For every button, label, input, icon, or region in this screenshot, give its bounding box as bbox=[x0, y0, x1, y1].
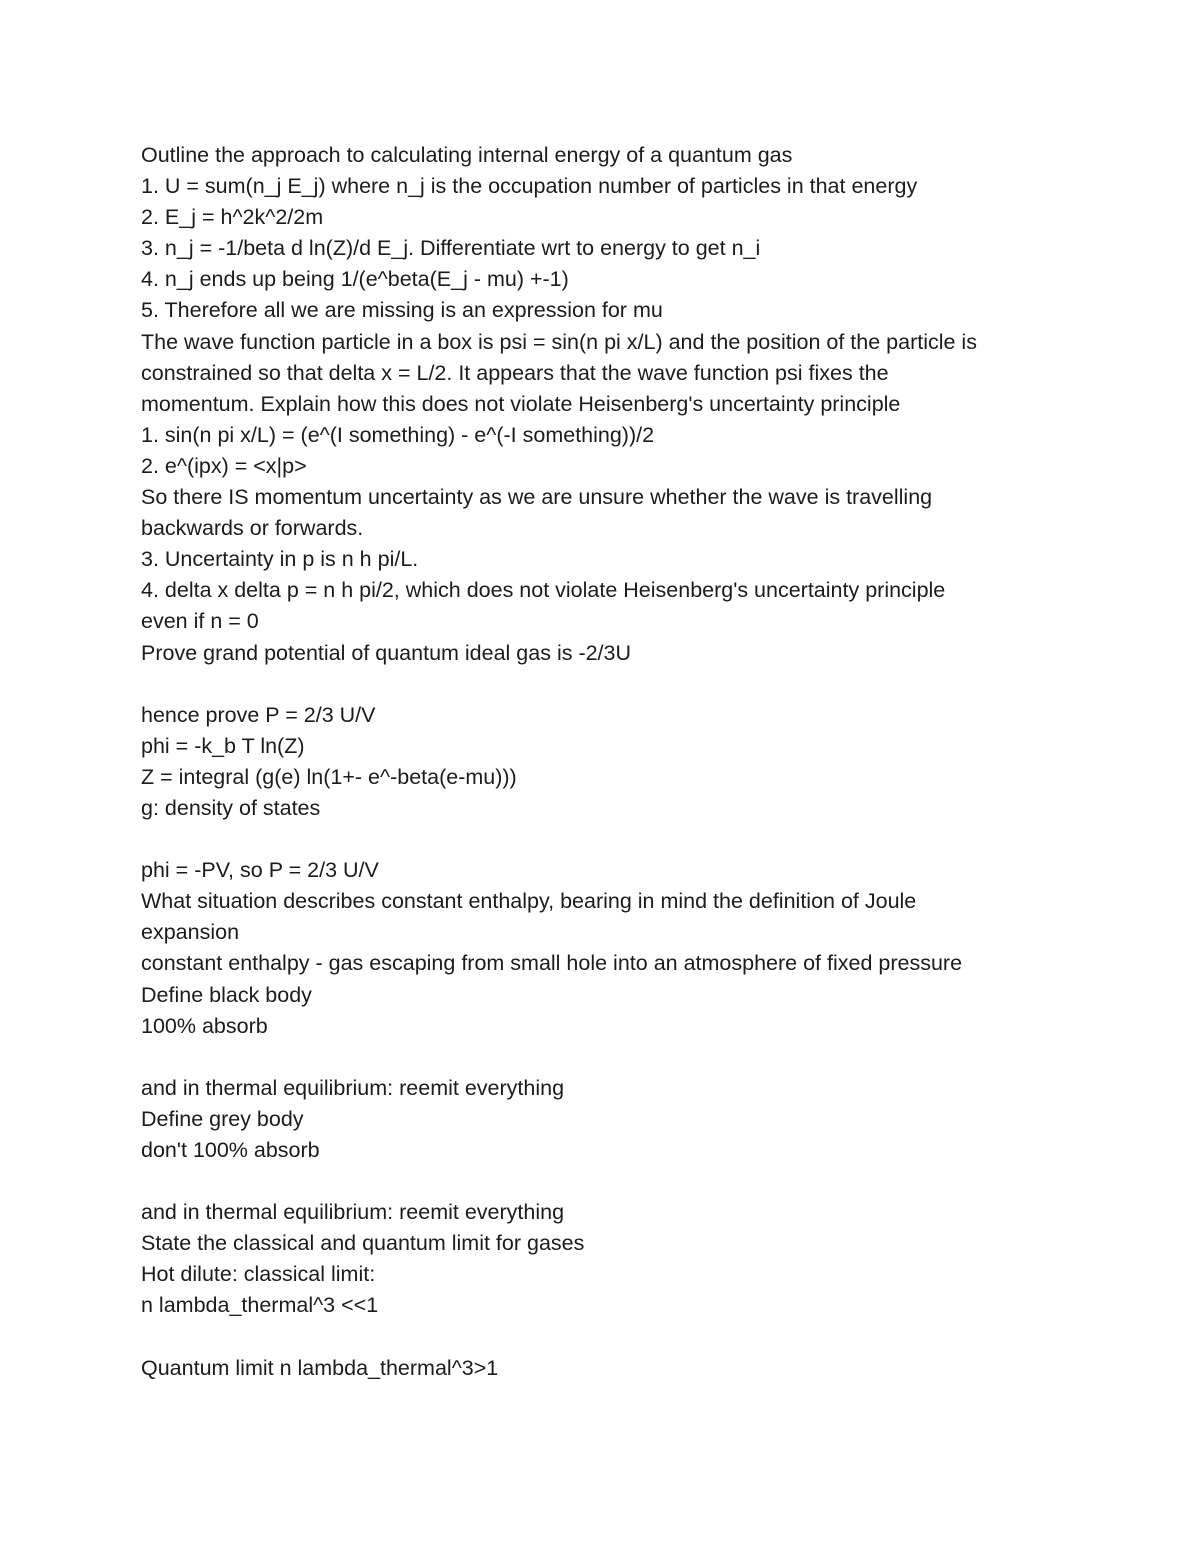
text-line: backwards or forwards. bbox=[141, 516, 364, 541]
text-line: even if n = 0 bbox=[141, 609, 259, 634]
text-line: constrained so that delta x = L/2. It appears that the wave function psi fixes the bbox=[141, 360, 889, 385]
text-line: Define black body bbox=[141, 982, 312, 1007]
text-line: don't 100% absorb bbox=[141, 1138, 320, 1162]
text-line: g: density of states bbox=[141, 795, 321, 820]
text-line: Quantum limit n lambda_thermal^3>1 bbox=[141, 1355, 499, 1380]
text-line: 5. Therefore all we are missing is an expression for mu bbox=[141, 298, 663, 323]
text-line: Prove grand potential of quantum ideal gas is -2/3U bbox=[141, 640, 632, 665]
blank-line bbox=[141, 824, 1141, 855]
text-line: hence prove P = 2/3 U/V bbox=[141, 702, 376, 727]
text-line: phi = -k_b T ln(Z) bbox=[141, 733, 305, 758]
text-line: momentum. Explain how this does not violate Heisenberg's uncertainty principle bbox=[141, 391, 901, 416]
text-line: 3. Uncertainty in p is n h pi/L. bbox=[141, 547, 419, 572]
text-line: constant enthalpy - gas escaping from small hole into an atmosphere of fixed pressure bbox=[141, 951, 963, 976]
text-line: Outline the approach to calculating internal energy of a quantum gas bbox=[141, 143, 793, 167]
text-line: 4. delta x delta p = n h pi/2, which does not violate Heisenberg's uncertainty principle bbox=[141, 578, 946, 603]
blank-line bbox=[141, 669, 1141, 700]
text-line: n lambda_thermal^3 <<1 bbox=[141, 1293, 379, 1318]
text-line: 1. sin(n pi x/L) = (e^(I something) - e^(-I something))/2 bbox=[141, 422, 655, 447]
text-line: State the classical and quantum limit for gases bbox=[141, 1231, 585, 1256]
text-line: 3. n_j = -1/beta d ln(Z)/d E_j. Differentiate wrt to energy to get n_i bbox=[141, 236, 761, 261]
blank-line bbox=[141, 1042, 1141, 1073]
blank-line bbox=[141, 1166, 1141, 1197]
text-line: So there IS momentum uncertainty as we are unsure whether the wave is travelling bbox=[141, 485, 933, 510]
text-line: Define grey body bbox=[141, 1106, 304, 1131]
text-line: 100% absorb bbox=[141, 1013, 268, 1038]
text-line: expansion bbox=[141, 920, 240, 945]
text-line: Z = integral (g(e) ln(1+- e^-beta(e-mu))) bbox=[141, 764, 517, 789]
text-line: Hot dilute: classical limit: bbox=[141, 1262, 376, 1287]
text-line: 4. n_j ends up being 1/(e^beta(E_j - mu) +-1) bbox=[141, 267, 569, 292]
text-line: 1. U = sum(n_j E_j) where n_j is the occupation number of particles in that energy bbox=[141, 174, 918, 199]
blank-line bbox=[141, 1322, 1141, 1353]
text-line: The wave function particle in a box is psi = sin(n pi x/L) and the position of the particle is bbox=[141, 329, 977, 354]
text-line: phi = -PV, so P = 2/3 U/V bbox=[141, 858, 379, 883]
text-line: and in thermal equilibrium: reemit everything bbox=[141, 1200, 565, 1225]
text-line: and in thermal equilibrium: reemit everything bbox=[141, 1075, 565, 1100]
text-line: 2. e^(ipx) = <x|p> bbox=[141, 453, 307, 478]
text-line: 2. E_j = h^2k^2/2m bbox=[141, 205, 324, 230]
document-body bbox=[141, 140, 1141, 1384]
text-line: What situation describes constant enthalpy, bearing in mind the definition of Joule bbox=[141, 889, 917, 914]
